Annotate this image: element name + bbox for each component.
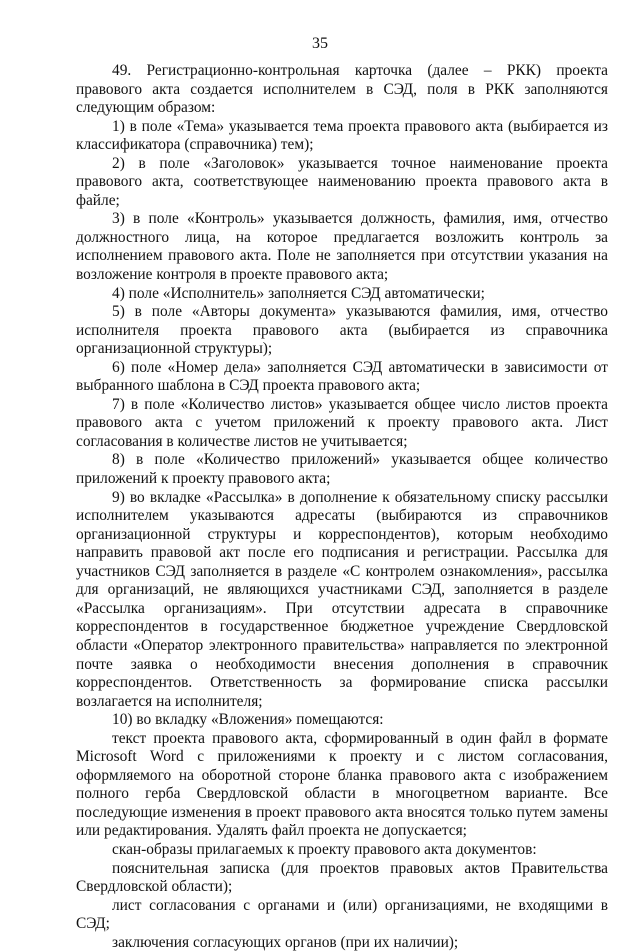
- scan-images-paragraph: скан-образы прилагаемых к проекту правового акта документов:: [112, 840, 537, 858]
- list-item-9: 9) во вкладке «Рассылка» в дополнение к обязательному списку рассылки исполнителем указываются адресаты (выбираются из справочников организационной структуры и корреспондентов), которым необходимо направить правовой акт после его подписания и регистрации. Рассылка для участников СЭД заполняется в разделе «С контролем ознакомления», рассылка для организаций, не являющихся участниками СЭД, заполняется в разделе «Рассылка организациям». При отсутствии адресата в справочнике корреспондентов в государственное бюджетное учреждение Свердловской области «Оператор электронного правительства» направляется по электронной почте заявка о необходимости внесения дополнения в справочник корреспондентов. Ответственность за формирование списка рассылки возлагается на исполнителя;: [76, 488, 608, 710]
- list-item-3: 3) в поле «Контроль» указывается должность, фамилия, имя, отчество должностного лица, на которое предлагается возложить контроль за исполнением правового акта. Поле не заполняется при отсутствии указания на возложение контроля в проекте правового акта;: [76, 210, 608, 284]
- list-item-7: 7) в поле «Количество листов» указывается общее число листов проекта правового акта с учетом приложений к проекту правового акта. Лист согласования в количестве листов не учитывается;: [76, 395, 608, 450]
- page-number: 35: [312, 35, 328, 52]
- document-body: [76, 62, 608, 952]
- explanatory-note-paragraph: пояснительная записка (для проектов правовых актов Правительства Свердловской области);: [76, 859, 608, 896]
- list-item-4: 4) поле «Исполнитель» заполняется СЭД автоматически;: [112, 284, 485, 302]
- list-item-6: 6) поле «Номер дела» заполняется СЭД автоматически в зависимости от выбранного шаблона в СЭД проекта правового акта;: [76, 358, 608, 395]
- conclusions-paragraph: заключения согласующих органов (при их наличии);: [112, 933, 459, 951]
- list-item-1: 1) в поле «Тема» указывается тема проекта правового акта (выбирается из классификатора (справочника) тем);: [76, 117, 608, 154]
- paragraph-49: 49. Регистрационно-контрольная карточка (далее – РКК) проекта правового акта создается исполнителем в СЭД, поля в РКК заполняются следующим образом:: [76, 62, 608, 117]
- attachment-text-paragraph: текст проекта правового акта, сформированный в один файл в формате Microsoft Word с приложениями к проекту и с листом согласования, оформляемого на оборотной стороне бланка правового акта с изображением полного герба Свердловской области в многоцветном варианте. Все последующие изменения в проект правового акта вносятся только путем замены или редактирования. Удалять файл проекта не допускается;: [76, 729, 608, 840]
- list-item-10: 10) во вкладку «Вложения» помещаются:: [112, 711, 384, 729]
- list-item-8: 8) в поле «Количество приложений» указывается общее количество приложений к проекту правового акта;: [76, 451, 608, 488]
- list-item-5: 5) в поле «Авторы документа» указываются фамилия, имя, отчество исполнителя проекта правового акта (выбирается из справочника организационной структуры);: [76, 303, 608, 358]
- list-item-2: 2) в поле «Заголовок» указывается точное наименование проекта правового акта, соответствующее наименованию проекта правового акта в файле;: [76, 154, 608, 209]
- approval-sheet-paragraph: лист согласования с органами и (или) организациями, не входящими в СЭД;: [76, 896, 608, 933]
